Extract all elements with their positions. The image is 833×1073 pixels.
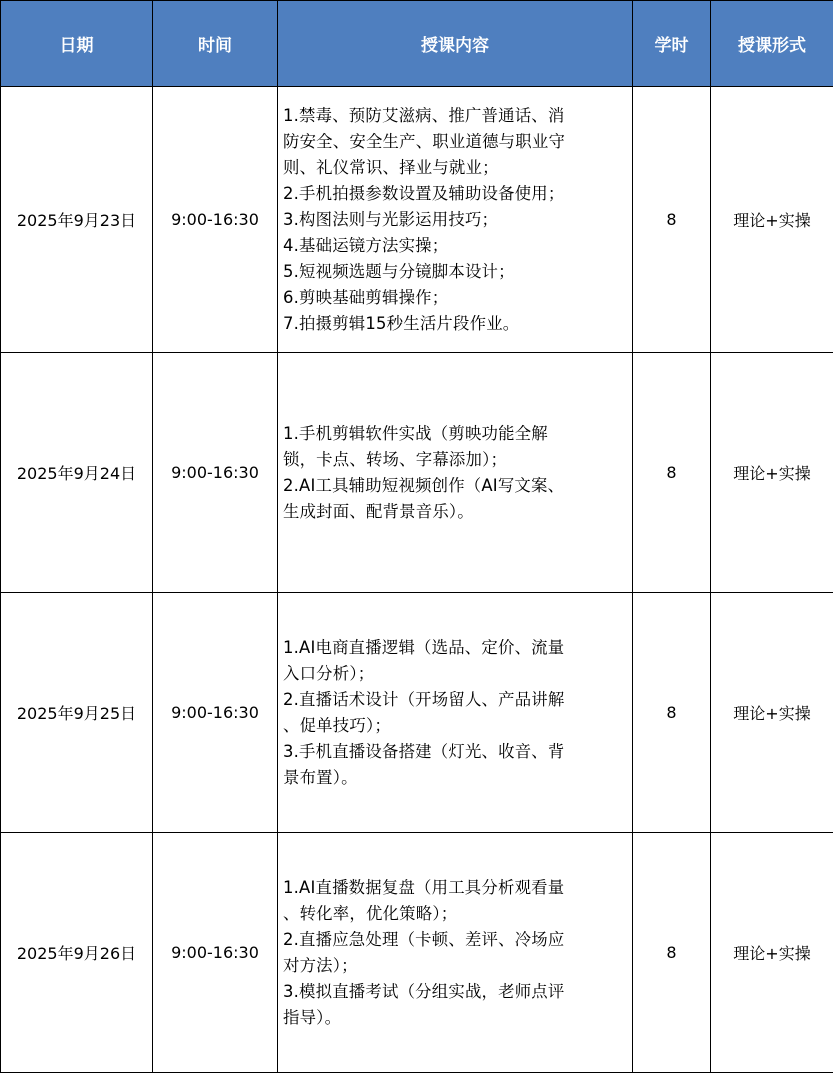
format-cell: 理论+实操 [711,87,833,353]
header-hours: 学时 [633,1,711,87]
content-line: 1.禁毒、预防艾滋病、推广普通话、消 [283,103,624,129]
content-line: 入口分析）； [283,661,624,687]
content-line: 3.构图法则与光影运用技巧； [283,207,624,233]
hours-cell: 8 [633,593,711,833]
table-row [1,593,833,833]
content-line: 5.短视频选题与分镜脚本设计； [283,259,624,285]
date-cell: 2025年9月23日 [1,87,153,353]
table-row [1,833,833,1073]
content-line: 2.直播应急处理（卡顿、差评、冷场应 [283,927,624,953]
content-line: 景布置）。 [283,765,624,791]
time-cell: 9:00-16:30 [153,353,278,593]
content-line: 2.AI工具辅助短视频创作（AI写文案、 [283,473,624,499]
content-line: 则、礼仪常识、择业与就业； [283,155,624,181]
header-date: 日期 [1,1,153,87]
content-cell [278,833,633,1073]
content-line: 1.手机剪辑软件实战（剪映功能全解 [283,421,624,447]
hours-cell: 8 [633,353,711,593]
time-cell: 9:00-16:30 [153,833,278,1073]
time-cell: 9:00-16:30 [153,87,278,353]
content-line: 生成封面、配背景音乐）。 [283,499,624,525]
header-content: 授课内容 [278,1,633,87]
content-line: 对方法）； [283,953,624,979]
date-cell: 2025年9月26日 [1,833,153,1073]
content-line: 3.手机直播设备搭建（灯光、收音、背 [283,739,624,765]
date-cell: 2025年9月25日 [1,593,153,833]
content-line: 指导）。 [283,1005,624,1031]
table-row [1,353,833,593]
content-line: 1.AI直播数据复盘（用工具分析观看量 [283,875,624,901]
header-row [1,1,833,87]
content-line: 锁，卡点、转场、字幕添加）； [283,447,624,473]
date-cell: 2025年9月24日 [1,353,153,593]
content-line: 1.AI电商直播逻辑（选品、定价、流量 [283,635,624,661]
content-line: 4.基础运镜方法实操； [283,233,624,259]
content-line: 防安全、安全生产、职业道德与职业守 [283,129,624,155]
format-cell: 理论+实操 [711,593,833,833]
table-row [1,87,833,353]
header-format: 授课形式 [711,1,833,87]
content-line: 3.模拟直播考试（分组实战，老师点评 [283,979,624,1005]
content-line: 6.剪映基础剪辑操作； [283,285,624,311]
content-line: 2.直播话术设计（开场留人、产品讲解 [283,687,624,713]
format-cell: 理论+实操 [711,833,833,1073]
table-header [1,1,833,87]
content-cell [278,353,633,593]
table-body [1,87,833,1073]
hours-cell: 8 [633,833,711,1073]
header-time: 时间 [153,1,278,87]
format-cell: 理论+实操 [711,353,833,593]
content-cell [278,87,633,353]
hours-cell: 8 [633,87,711,353]
content-line: 、转化率，优化策略）； [283,901,624,927]
content-line: 2.手机拍摄参数设置及辅助设备使用； [283,181,624,207]
time-cell: 9:00-16:30 [153,593,278,833]
content-line: 、促单技巧）； [283,713,624,739]
content-cell [278,593,633,833]
content-line: 7.拍摄剪辑15秒生活片段作业。 [283,311,624,337]
